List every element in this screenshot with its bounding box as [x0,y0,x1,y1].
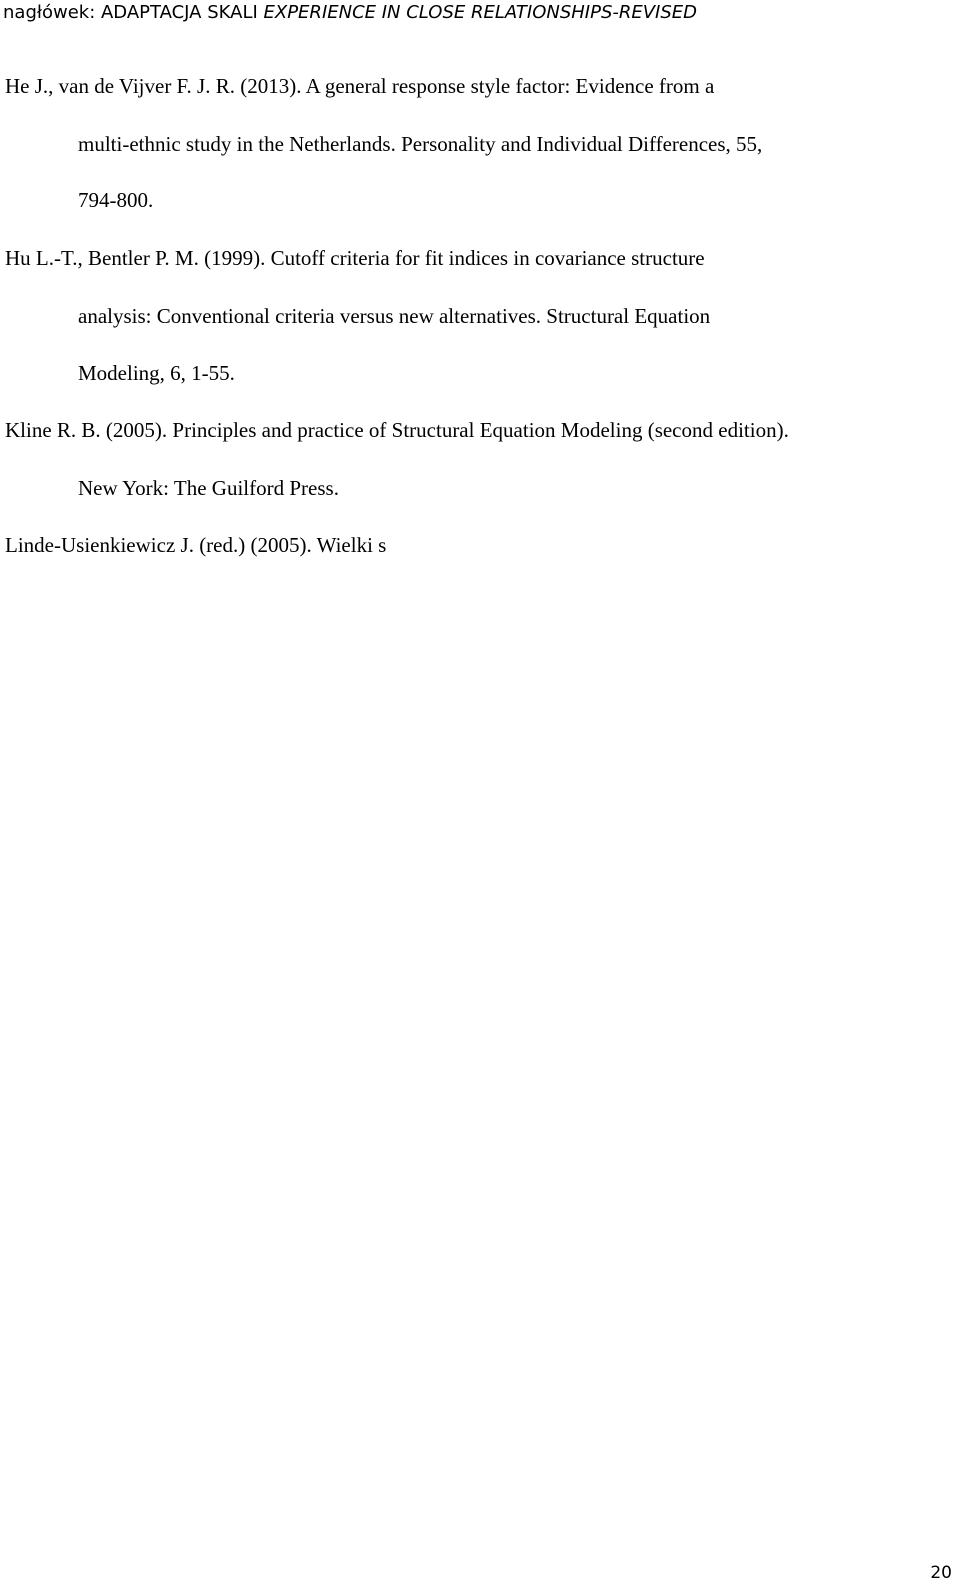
reference-line: He J., van de Vijver F. J. R. (2013). A general response style factor: Evidence from a [5,74,715,98]
reference-line: Kline R. B. (2005). Principles and practice of Structural Equation Modeling (second edition). [5,418,789,442]
running-header-title: EXPERIENCE IN CLOSE RELATIONSHIPS-REVISED [263,2,698,23]
reference-line: Linde-Usienkiewicz J. (red.) (2005). Wielki s [5,533,387,557]
reference-line: 794-800. [78,188,154,212]
reference-line: Modeling, 6, 1-55. [78,361,235,385]
page-number: 20 [930,1563,952,1583]
running-header-prefix: nagłówek: ADAPTACJA SKALI [3,2,264,23]
reference-line: multi-ethnic study in the Netherlands. Personality and Individual Differences, 55, [78,132,763,156]
reference-line: New York: The Guilford Press. [78,476,339,500]
reference-line: analysis: Conventional criteria versus new alternatives. Structural Equation [78,304,711,328]
reference-line: Hu L.-T., Bentler P. M. (1999). Cutoff criteria for fit indices in covariance structure [5,246,705,270]
running-header [3,0,697,26]
